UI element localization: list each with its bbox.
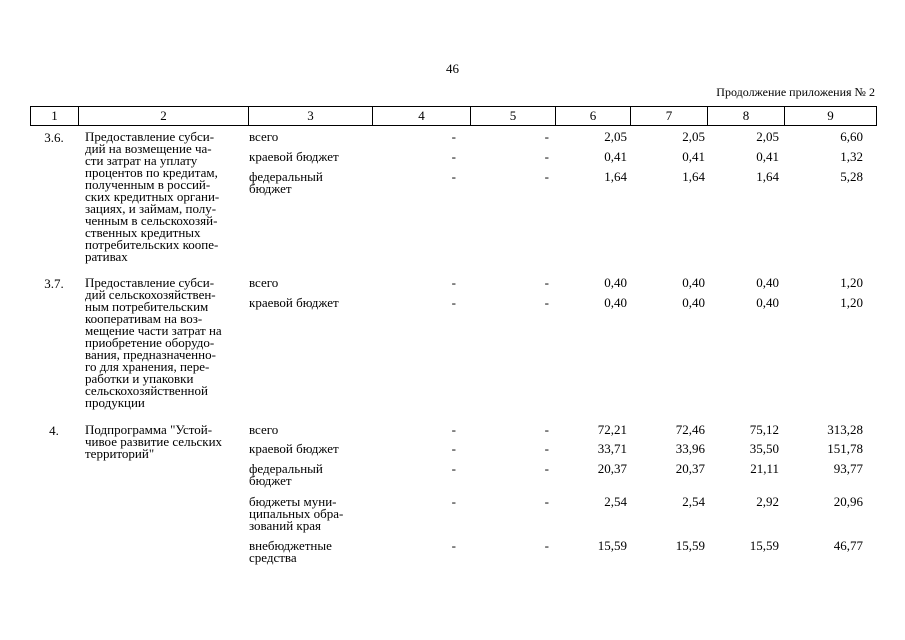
header-cell-5: 5 [471,107,556,126]
header-cell-8: 8 [708,107,785,126]
value-column-4 [372,277,470,423]
value-column-9 [784,277,876,423]
value-cell: 15,59 [675,538,705,554]
description-line: чивое развитие сельских [85,433,223,449]
row-description [78,277,248,423]
description-line: мещение части затрат на [85,323,222,339]
value-cell: 1,64 [756,168,779,184]
value-cell: 1,32 [840,148,863,164]
value-cell: 20,37 [675,461,705,477]
value-cell: 1,64 [682,168,705,184]
table-header [30,106,877,126]
description-line: территорий" [85,445,155,461]
value-column-6 [555,131,630,277]
value-column-5 [470,421,555,576]
value-cell: - [451,275,456,291]
value-cell: 0,40 [604,275,627,291]
value-cell: 0,41 [682,148,705,164]
value-cell: 72,46 [675,421,705,437]
funding-source [249,297,372,309]
funding-source-line: федеральный [249,168,323,184]
description-line: ным потребительским [85,299,209,315]
row-number: 4. [49,422,59,438]
value-cell: - [451,493,456,509]
value-cell: 46,77 [833,538,863,554]
header-cell-9: 9 [785,107,877,126]
value-cell: 2,54 [682,493,705,509]
funding-source [249,443,372,455]
value-cell: 15,59 [749,538,779,554]
value-cell: 20,96 [833,493,863,509]
description-line: приобретение оборудо- [85,335,215,351]
value-cell: 1,64 [604,168,627,184]
funding-source [249,168,372,196]
description-line: Предоставление субси- [85,129,215,144]
header-cell-1: 1 [31,107,79,126]
header-cell-7: 7 [631,107,708,126]
value-cell: - [544,538,549,554]
value-cell: 21,11 [750,461,779,477]
value-cell: - [451,148,456,164]
value-cell: 0,41 [604,148,627,164]
value-cell: 5,28 [840,168,863,184]
value-column-4 [372,421,470,576]
page-number: 46 [446,61,459,76]
description-line: ственных кредитных [85,225,201,240]
funding-source-line: бюджет [249,180,292,196]
value-cell: 0,40 [682,275,705,291]
value-cell: - [451,461,456,477]
description-line: полученным в россий- [85,177,211,192]
table-row [30,277,876,423]
value-cell: 6,60 [840,129,863,144]
value-cell: 0,41 [756,148,779,164]
table-row [30,424,876,576]
description-line: ских кредитных органи- [85,189,220,204]
description-line: работки и упаковки [85,371,194,387]
funding-source-line: бюджет [249,473,292,489]
funding-source-line: краевой бюджет [249,295,339,311]
value-cell: 2,54 [604,493,627,509]
funding-source-line: всего [249,129,279,144]
funding-source [249,540,372,565]
value-cell: - [451,538,456,554]
data-table [30,131,876,576]
funding-source-line: внебюджетные [249,538,332,554]
header-cell-2: 2 [79,107,249,126]
funding-source-line: всего [249,421,279,437]
value-cell: 151,78 [827,441,863,457]
value-cell: - [544,493,549,509]
value-column-8 [707,421,784,576]
funding-source [249,148,372,164]
value-cell: 2,05 [756,129,779,144]
description-line: продукции [85,395,145,411]
funding-source-line: федеральный [249,461,323,477]
value-cell: - [544,275,549,291]
value-cell: 313,28 [827,421,863,437]
value-column-7 [630,131,707,277]
value-column-7 [630,421,707,576]
header-cell-3: 3 [249,107,373,126]
row-number: 3.6. [44,130,64,145]
value-cell: 33,71 [597,441,627,457]
description-line: потребительских коопе- [85,237,219,252]
value-cell: 2,05 [682,129,705,144]
value-cell: 0,40 [682,295,705,311]
funding-sources [248,421,372,576]
funding-source-line: бюджеты муни- [249,493,337,509]
funding-source-line: зований края [249,517,321,533]
funding-sources [248,277,372,423]
funding-source [249,493,372,533]
value-cell: 2,92 [756,493,779,509]
value-cell: 20,37 [597,461,627,477]
value-cell: 75,12 [749,421,779,437]
funding-source-line: ципальных обра- [249,505,344,521]
value-cell: - [451,295,456,311]
value-cell: - [544,421,549,437]
row-number: 3.7. [44,276,64,292]
row-description [78,421,248,576]
description-line: го для хранения, пере- [85,359,210,375]
description-line: дий на возмещение ча- [85,141,212,156]
value-column-5 [470,131,555,277]
description-line: ративах [85,249,128,264]
funding-source-line: всего [249,275,279,291]
value-column-6 [555,277,630,423]
description-line: Предоставление субси- [85,275,215,291]
header-cell-6: 6 [556,107,631,126]
table-row [30,131,876,277]
value-column-8 [707,277,784,423]
description-line: процентов по кредитам, [85,165,218,180]
value-cell: - [544,461,549,477]
value-column-4 [372,131,470,277]
value-cell: 93,77 [833,461,863,477]
value-cell: 0,40 [604,295,627,311]
description-line: ченным в сельскохозяй- [85,213,218,228]
value-cell: - [451,168,456,184]
header-cell-4: 4 [373,107,471,126]
header-row [31,107,877,126]
value-column-9 [784,421,876,576]
funding-sources [248,131,372,277]
value-cell: 0,40 [756,275,779,291]
value-column-7 [630,277,707,423]
continuation-label: Продолжение приложения № 2 [716,85,875,99]
description-line: дий сельскохозяйствен- [85,287,216,303]
value-cell: 35,50 [749,441,779,457]
value-cell: - [544,441,549,457]
value-column-8 [707,131,784,277]
row-description [78,131,248,277]
value-cell: - [544,129,549,144]
value-cell: - [451,441,456,457]
description-line: кооперативам на воз- [85,311,203,327]
value-cell: 1,20 [840,275,863,291]
value-cell: 0,40 [756,295,779,311]
description-line: сти затрат на уплату [85,153,198,168]
value-cell: 1,20 [840,295,863,311]
value-column-9 [784,131,876,277]
value-column-6 [555,421,630,576]
description-line: Подпрограмма "Устой- [85,421,213,437]
value-cell: - [544,148,549,164]
value-cell: 72,21 [597,421,627,437]
value-cell: - [451,421,456,437]
funding-source-line: средства [249,550,297,566]
funding-source [249,131,372,143]
value-column-5 [470,277,555,423]
funding-source [249,277,372,289]
value-cell: - [544,295,549,311]
value-cell: 33,96 [675,441,705,457]
value-cell: - [544,168,549,184]
description-line: сельскохозяйственной [85,383,208,399]
value-cell: 15,59 [597,538,627,554]
funding-source [249,463,372,488]
description-line: вания, предназначенно- [85,347,216,363]
funding-source-line: краевой бюджет [249,148,339,164]
value-cell: - [451,129,456,144]
value-cell: 2,05 [604,129,627,144]
description-line: зациях, и займам, полу- [85,201,217,216]
funding-source [249,421,372,437]
funding-source-line: краевой бюджет [249,441,339,457]
